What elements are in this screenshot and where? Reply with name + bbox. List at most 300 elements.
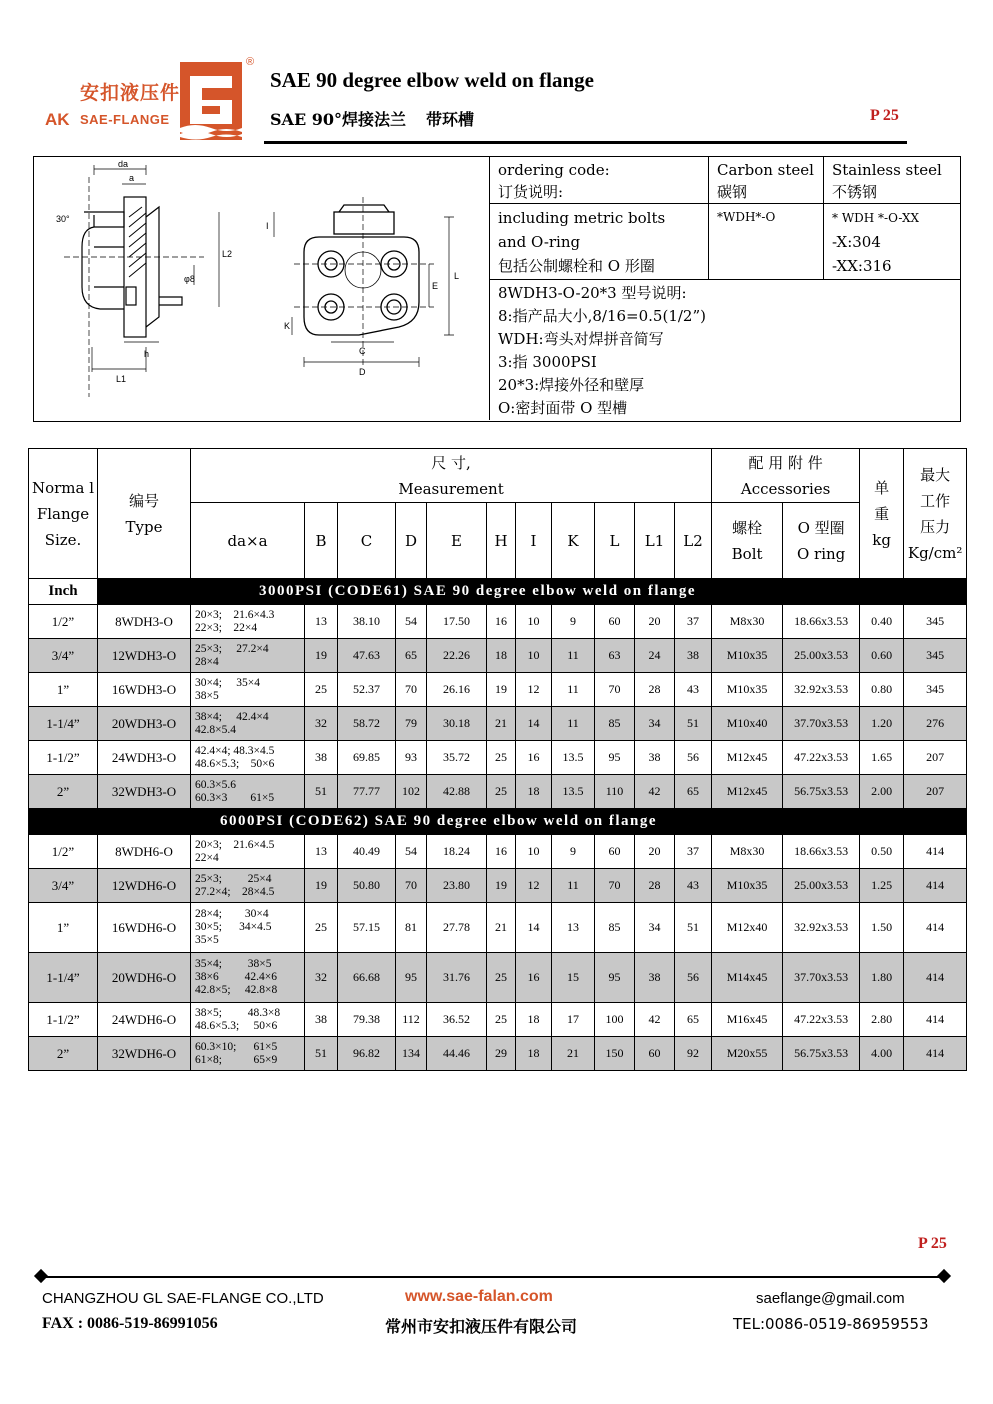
col-header-pressure-cn: 最大工作压力 bbox=[920, 465, 951, 536]
table-cell: 32.92x3.53 bbox=[783, 673, 860, 707]
table-cell: 12 bbox=[516, 869, 552, 903]
table-cell: 28 bbox=[635, 869, 675, 903]
table-cell: 1/2” bbox=[29, 605, 98, 639]
col-b: B bbox=[305, 503, 338, 579]
table-cell: 60 bbox=[595, 605, 635, 639]
model-note-1: 8:指产品大小,8/16=0.5(1/2”) bbox=[498, 307, 706, 325]
table-cell: 25.00x3.53 bbox=[783, 869, 860, 903]
dim-label-l: L bbox=[454, 271, 460, 281]
table-cell: 19 bbox=[487, 869, 516, 903]
table-cell: 54 bbox=[396, 835, 427, 869]
table-cell: 207 bbox=[904, 741, 967, 775]
footer-fax: FAX : 0086-519-86991056 bbox=[42, 1315, 218, 1332]
table-cell: 32.92x3.53 bbox=[783, 903, 860, 953]
table-cell: 35.72 bbox=[427, 741, 487, 775]
table-cell: 38.10 bbox=[338, 605, 396, 639]
ordering-code-cn: 订货说明: bbox=[498, 183, 564, 201]
table-cell: 25 bbox=[487, 1003, 516, 1037]
table-cell: M14x45 bbox=[712, 953, 783, 1003]
table-cell: 1” bbox=[29, 903, 98, 953]
dim-label-a: a bbox=[129, 173, 135, 183]
table-cell: 2” bbox=[29, 1037, 98, 1071]
col-bolt bbox=[712, 503, 783, 579]
col-header-accessories-en: Accessories bbox=[740, 479, 831, 498]
table-cell: 65 bbox=[675, 775, 712, 809]
band-6000psi-text: 6000PSI (CODE62) SAE 90 degree elbow weld on flange bbox=[220, 813, 658, 829]
table-cell: 8WDH3-O bbox=[98, 605, 191, 639]
table-cell: 13 bbox=[305, 835, 338, 869]
table-cell: 1.65 bbox=[860, 741, 904, 775]
includes-line-3: 包括公制螺栓和 O 形圈 bbox=[498, 257, 655, 275]
table-cell: 1” bbox=[29, 673, 98, 707]
col-i: I bbox=[516, 503, 552, 579]
table-cell: 20 bbox=[635, 835, 675, 869]
table-cell: 56.75x3.53 bbox=[783, 775, 860, 809]
table-cell: 38 bbox=[305, 741, 338, 775]
table-cell: M10x35 bbox=[712, 869, 783, 903]
table-cell: 50.80 bbox=[338, 869, 396, 903]
table-row bbox=[29, 903, 967, 953]
table-cell: 19 bbox=[305, 869, 338, 903]
col-e: E bbox=[427, 503, 487, 579]
table-cell: 43 bbox=[675, 869, 712, 903]
table-cell: 93 bbox=[396, 741, 427, 775]
table-cell: 51 bbox=[675, 903, 712, 953]
table-cell: 414 bbox=[904, 903, 967, 953]
table-cell: 47.63 bbox=[338, 639, 396, 673]
table-cell: 24WDH6-O bbox=[98, 1003, 191, 1037]
table-cell: 36.52 bbox=[427, 1003, 487, 1037]
table-cell: 2.00 bbox=[860, 775, 904, 809]
stainless-steel-en: Stainless steel bbox=[832, 161, 942, 179]
table-cell: 13 bbox=[305, 605, 338, 639]
table-cell: 21 bbox=[552, 1037, 595, 1071]
footer-rule-right-diamond bbox=[937, 1269, 951, 1283]
table-cell: 77.77 bbox=[338, 775, 396, 809]
table-cell: M8x30 bbox=[712, 835, 783, 869]
carbon-code-cell: *WDH*-O bbox=[709, 204, 824, 280]
table-cell: 1.80 bbox=[860, 953, 904, 1003]
table-cell: 38×5; 48.3×8 48.6×5.3; 50×6 bbox=[191, 1003, 305, 1037]
band-6000psi-title bbox=[29, 809, 967, 835]
table-cell: M10x40 bbox=[712, 707, 783, 741]
table-row bbox=[29, 775, 967, 809]
inch-label: Inch bbox=[29, 579, 98, 605]
table-cell: 0.40 bbox=[860, 605, 904, 639]
table-cell: 20WDH3-O bbox=[98, 707, 191, 741]
page-number-bottom: P 25 bbox=[918, 1235, 947, 1252]
table-cell: 19 bbox=[487, 673, 516, 707]
table-cell: 70 bbox=[396, 673, 427, 707]
table-cell: 54 bbox=[396, 605, 427, 639]
model-note-2: WDH:弯头对焊拼音简写 bbox=[498, 330, 664, 348]
table-row bbox=[29, 869, 967, 903]
table-cell: 19 bbox=[305, 639, 338, 673]
table-cell: 35×4; 38×5 38×6 42.4×6 42.8×5; 42.8×8 bbox=[191, 953, 305, 1003]
table-cell: 51 bbox=[305, 1037, 338, 1071]
col-header-accessories-cn: 配 用 附 件 bbox=[748, 453, 823, 472]
table-cell: 60 bbox=[595, 835, 635, 869]
table-cell: 0.80 bbox=[860, 673, 904, 707]
table-cell: 60.3×5.6 60.3×3 61×5 bbox=[191, 775, 305, 809]
table-cell: 47.22x3.53 bbox=[783, 1003, 860, 1037]
table-cell: 11 bbox=[552, 639, 595, 673]
table-cell: 414 bbox=[904, 835, 967, 869]
includes-cell bbox=[490, 204, 709, 280]
logo-g-mark-icon bbox=[180, 62, 242, 140]
table-cell: 18 bbox=[487, 639, 516, 673]
table-cell: 85 bbox=[595, 903, 635, 953]
header-divider bbox=[264, 141, 907, 144]
table-cell: 24 bbox=[635, 639, 675, 673]
model-notes bbox=[490, 280, 960, 420]
col-l: L bbox=[595, 503, 635, 579]
table-cell: 31.76 bbox=[427, 953, 487, 1003]
dim-label-d: D bbox=[359, 367, 366, 377]
table-cell: 60 bbox=[635, 1037, 675, 1071]
dim-label-da: da bbox=[118, 159, 129, 169]
table-cell: 25 bbox=[487, 953, 516, 1003]
stainless-steel-cn: 不锈钢 bbox=[832, 183, 878, 201]
col-l2: L2 bbox=[675, 503, 712, 579]
col-header-weight bbox=[860, 449, 904, 579]
table-cell: 66.68 bbox=[338, 953, 396, 1003]
table-cell: 32WDH3-O bbox=[98, 775, 191, 809]
table-cell: 28 bbox=[635, 673, 675, 707]
table-cell: 18 bbox=[516, 1003, 552, 1037]
col-header-weight-cn: 单重 bbox=[874, 478, 890, 523]
col-bolt-cn: 螺栓 bbox=[732, 518, 763, 537]
subtitle-part-b: 带环槽 bbox=[426, 110, 475, 129]
band-3000psi bbox=[29, 579, 967, 605]
col-oring-cn: O 型圈 bbox=[797, 518, 845, 537]
table-cell: 1/2” bbox=[29, 835, 98, 869]
table-cell: 43 bbox=[675, 673, 712, 707]
table-cell: M8x30 bbox=[712, 605, 783, 639]
table-cell: 0.60 bbox=[860, 639, 904, 673]
table-cell: 16WDH6-O bbox=[98, 903, 191, 953]
dim-label-l2: L2 bbox=[222, 249, 233, 259]
table-cell: 21 bbox=[487, 707, 516, 741]
table-cell: 345 bbox=[904, 639, 967, 673]
table-row bbox=[29, 605, 967, 639]
table-row bbox=[29, 953, 967, 1003]
table-cell: 276 bbox=[904, 707, 967, 741]
table-cell: 28×4; 30×4 30×5; 34×4.5 35×5 bbox=[191, 903, 305, 953]
col-header-measurement-cn: 尺 寸, bbox=[431, 453, 471, 472]
table-cell: 110 bbox=[595, 775, 635, 809]
table-cell: 2” bbox=[29, 775, 98, 809]
model-note-5: O:密封面带 O 型槽 bbox=[498, 399, 628, 417]
table-cell: 37.70x3.53 bbox=[783, 953, 860, 1003]
table-cell: 57.15 bbox=[338, 903, 396, 953]
table-cell: 16 bbox=[516, 953, 552, 1003]
logo-sae-text: SAE-FLANGE bbox=[80, 112, 170, 127]
table-cell: M10x35 bbox=[712, 673, 783, 707]
table-cell: 15 bbox=[552, 953, 595, 1003]
table-cell: 1-1/2” bbox=[29, 741, 98, 775]
table-cell: 37.70x3.53 bbox=[783, 707, 860, 741]
table-cell: 38 bbox=[675, 639, 712, 673]
dim-label-i: I bbox=[266, 221, 269, 231]
table-cell: 3/4” bbox=[29, 639, 98, 673]
dim-label-l1: L1 bbox=[116, 374, 127, 384]
table-cell: 25 bbox=[305, 673, 338, 707]
table-cell: 37 bbox=[675, 835, 712, 869]
table-cell: 18 bbox=[516, 775, 552, 809]
col-header-measurement-en: Measurement bbox=[398, 479, 504, 498]
table-cell: 13 bbox=[552, 903, 595, 953]
table-cell: 40.49 bbox=[338, 835, 396, 869]
table-cell: 42.4×4; 48.3×4.5 48.6×5.3; 50×6 bbox=[191, 741, 305, 775]
table-cell: 9 bbox=[552, 835, 595, 869]
table-cell: M12x40 bbox=[712, 903, 783, 953]
table-cell: 16WDH3-O bbox=[98, 673, 191, 707]
product-info-box bbox=[33, 156, 961, 422]
table-cell: 42 bbox=[635, 1003, 675, 1037]
stainless-xx-line: -XX:316 bbox=[832, 257, 892, 275]
table-cell: 150 bbox=[595, 1037, 635, 1071]
table-cell: 70 bbox=[595, 869, 635, 903]
dim-label-e: E bbox=[432, 281, 439, 291]
ordering-code-en: ordering code: bbox=[498, 161, 610, 179]
table-cell: 52.37 bbox=[338, 673, 396, 707]
col-header-pressure bbox=[904, 449, 967, 579]
table-cell: 65 bbox=[675, 1003, 712, 1037]
table-cell: 21 bbox=[487, 903, 516, 953]
table-row bbox=[29, 1037, 967, 1071]
table-cell: 11 bbox=[552, 673, 595, 707]
table-cell: 38×4; 42.4×4 42.8×5.4 bbox=[191, 707, 305, 741]
carbon-steel-en: Carbon steel bbox=[717, 161, 814, 179]
col-header-pressure-en: Kg/cm² bbox=[907, 543, 963, 562]
table-cell: M12x45 bbox=[712, 775, 783, 809]
table-row bbox=[29, 673, 967, 707]
table-cell: M20x55 bbox=[712, 1037, 783, 1071]
table-cell: 70 bbox=[595, 673, 635, 707]
table-cell: 12 bbox=[516, 673, 552, 707]
table-cell: 85 bbox=[595, 707, 635, 741]
table-cell: 34 bbox=[635, 903, 675, 953]
col-l1: L1 bbox=[635, 503, 675, 579]
table-cell: 1.50 bbox=[860, 903, 904, 953]
table-cell: 4.00 bbox=[860, 1037, 904, 1071]
table-cell: 29 bbox=[487, 1037, 516, 1071]
table-cell: 112 bbox=[396, 1003, 427, 1037]
logo-chinese-name: 安扣液压件 bbox=[80, 82, 181, 104]
table-cell: 92 bbox=[675, 1037, 712, 1071]
registered-mark: ® bbox=[246, 56, 255, 68]
ordering-code-cell bbox=[490, 157, 709, 204]
table-row bbox=[29, 835, 967, 869]
table-cell: 79.38 bbox=[338, 1003, 396, 1037]
table-cell: 56.75x3.53 bbox=[783, 1037, 860, 1071]
table-cell: 20WDH6-O bbox=[98, 953, 191, 1003]
page-subtitle bbox=[270, 107, 474, 130]
table-cell: 44.46 bbox=[427, 1037, 487, 1071]
col-oring-en: O ring bbox=[796, 544, 846, 563]
table-cell: 30×4; 35×4 38×5 bbox=[191, 673, 305, 707]
col-daxa: da×a bbox=[191, 503, 305, 579]
table-cell: 38 bbox=[635, 953, 675, 1003]
technical-drawing bbox=[34, 157, 490, 420]
table-cell: 102 bbox=[396, 775, 427, 809]
table-cell: M16x45 bbox=[712, 1003, 783, 1037]
subtitle-part-a: SAE 90°焊接法兰 bbox=[270, 110, 407, 129]
table-cell: 10 bbox=[516, 639, 552, 673]
table-cell: 134 bbox=[396, 1037, 427, 1071]
ordering-info-grid bbox=[490, 157, 960, 420]
table-cell: 27.78 bbox=[427, 903, 487, 953]
footer-email-link[interactable]: saeflange@gmail.com bbox=[756, 1290, 905, 1307]
table-cell: 1.25 bbox=[860, 869, 904, 903]
table-cell: 81 bbox=[396, 903, 427, 953]
logo-ak-text: AK bbox=[45, 110, 70, 129]
table-cell: 70 bbox=[396, 869, 427, 903]
footer-website-link[interactable]: www.sae-falan.com bbox=[405, 1288, 553, 1305]
dim-label-phi8: φ8 bbox=[184, 274, 195, 284]
table-cell: 18.66x3.53 bbox=[783, 835, 860, 869]
table-cell: 65 bbox=[396, 639, 427, 673]
table-cell: 414 bbox=[904, 1003, 967, 1037]
table-cell: 0.50 bbox=[860, 835, 904, 869]
spec-table-body bbox=[29, 579, 967, 1071]
col-header-weight-en: kg bbox=[872, 530, 891, 549]
table-cell: 69.85 bbox=[338, 741, 396, 775]
table-cell: M12x45 bbox=[712, 741, 783, 775]
table-cell: 1.20 bbox=[860, 707, 904, 741]
stainless-x-line: -X:304 bbox=[832, 233, 881, 251]
table-cell: 25 bbox=[487, 741, 516, 775]
flange-drawing-svg bbox=[34, 157, 490, 420]
table-cell: 95 bbox=[396, 953, 427, 1003]
table-cell: 32WDH6-O bbox=[98, 1037, 191, 1071]
table-cell: 16 bbox=[487, 605, 516, 639]
table-cell: 47.22x3.53 bbox=[783, 741, 860, 775]
table-cell: 100 bbox=[595, 1003, 635, 1037]
table-cell: 30.18 bbox=[427, 707, 487, 741]
table-cell: 16 bbox=[487, 835, 516, 869]
table-row bbox=[29, 639, 967, 673]
table-cell: M10x35 bbox=[712, 639, 783, 673]
table-cell: 414 bbox=[904, 953, 967, 1003]
table-cell: 63 bbox=[595, 639, 635, 673]
table-cell: 51 bbox=[675, 707, 712, 741]
table-cell: 18.66x3.53 bbox=[783, 605, 860, 639]
table-cell: 345 bbox=[904, 605, 967, 639]
col-h: H bbox=[487, 503, 516, 579]
table-cell: 20×3; 21.6×4.5 22×4 bbox=[191, 835, 305, 869]
col-d: D bbox=[396, 503, 427, 579]
col-bolt-en: Bolt bbox=[731, 544, 763, 563]
table-cell: 34 bbox=[635, 707, 675, 741]
model-note-3: 3:指 3000PSI bbox=[498, 353, 597, 371]
col-header-type bbox=[98, 449, 191, 579]
table-cell: 414 bbox=[904, 1037, 967, 1071]
table-cell: 1-1/4” bbox=[29, 707, 98, 741]
includes-line-1: including metric bolts bbox=[498, 209, 666, 227]
includes-line-2: and O-ring bbox=[498, 233, 581, 251]
table-cell: 1-1/2” bbox=[29, 1003, 98, 1037]
band-3000psi-text: 3000PSI (CODE61) SAE 90 degree elbow weld on flange bbox=[259, 583, 697, 599]
band-3000psi-title bbox=[98, 579, 967, 605]
table-cell: 9 bbox=[552, 605, 595, 639]
table-row bbox=[29, 741, 967, 775]
footer-telephone: TEL:0086-0519-86959553 bbox=[733, 1315, 929, 1333]
table-cell: 32 bbox=[305, 953, 338, 1003]
table-cell: 16 bbox=[516, 741, 552, 775]
table-cell: 207 bbox=[904, 775, 967, 809]
table-cell: 13.5 bbox=[552, 741, 595, 775]
col-header-measurement bbox=[191, 449, 712, 503]
table-cell: 414 bbox=[904, 869, 967, 903]
table-cell: 10 bbox=[516, 835, 552, 869]
col-header-type-cn: 编号 bbox=[128, 491, 159, 510]
table-cell: 13.5 bbox=[552, 775, 595, 809]
table-cell: 25×3; 25×4 27.2×4; 28×4.5 bbox=[191, 869, 305, 903]
table-cell: 37 bbox=[675, 605, 712, 639]
dim-label-angle: 30° bbox=[56, 214, 70, 224]
table-cell: 12WDH6-O bbox=[98, 869, 191, 903]
table-cell: 38 bbox=[635, 741, 675, 775]
table-cell: 17.50 bbox=[427, 605, 487, 639]
table-cell: 26.16 bbox=[427, 673, 487, 707]
col-oring bbox=[783, 503, 860, 579]
stainless-code-cell bbox=[824, 204, 960, 280]
table-cell: 3/4” bbox=[29, 869, 98, 903]
table-cell: 18.24 bbox=[427, 835, 487, 869]
table-cell: 96.82 bbox=[338, 1037, 396, 1071]
col-header-accessories bbox=[712, 449, 860, 503]
footer-divider bbox=[38, 1276, 947, 1278]
table-cell: 12WDH3-O bbox=[98, 639, 191, 673]
table-cell: 25 bbox=[487, 775, 516, 809]
table-cell: 25.00x3.53 bbox=[783, 639, 860, 673]
table-cell: 14 bbox=[516, 707, 552, 741]
table-cell: 79 bbox=[396, 707, 427, 741]
company-logo bbox=[40, 58, 265, 143]
stainless-steel-header bbox=[824, 157, 960, 204]
table-cell: 22.26 bbox=[427, 639, 487, 673]
table-cell: 23.80 bbox=[427, 869, 487, 903]
table-row bbox=[29, 707, 967, 741]
table-cell: 25×3; 27.2×4 28×4 bbox=[191, 639, 305, 673]
table-cell: 25 bbox=[305, 903, 338, 953]
table-cell: 14 bbox=[516, 903, 552, 953]
col-header-size: Norma l Flange Size. bbox=[29, 449, 98, 579]
table-cell: 56 bbox=[675, 953, 712, 1003]
table-cell: 18 bbox=[516, 1037, 552, 1071]
table-cell: 58.72 bbox=[338, 707, 396, 741]
table-cell: 95 bbox=[595, 741, 635, 775]
table-cell: 345 bbox=[904, 673, 967, 707]
dim-label-k: K bbox=[284, 321, 291, 331]
page-title: SAE 90 degree elbow weld on flange bbox=[270, 68, 594, 92]
table-row bbox=[29, 1003, 967, 1037]
table-cell: 8WDH6-O bbox=[98, 835, 191, 869]
table-cell: 42.88 bbox=[427, 775, 487, 809]
model-note-0: 8WDH3-O-20*3 型号说明: bbox=[498, 284, 687, 302]
table-cell: 51 bbox=[305, 775, 338, 809]
col-k: K bbox=[552, 503, 595, 579]
spec-table bbox=[28, 448, 967, 1071]
table-cell: 20×3; 21.6×4.3 22×3; 22×4 bbox=[191, 605, 305, 639]
table-cell: 95 bbox=[595, 953, 635, 1003]
stainless-code: * WDH *-O-XX bbox=[832, 211, 920, 225]
table-cell: 11 bbox=[552, 707, 595, 741]
table-cell: 10 bbox=[516, 605, 552, 639]
table-cell: 11 bbox=[552, 869, 595, 903]
